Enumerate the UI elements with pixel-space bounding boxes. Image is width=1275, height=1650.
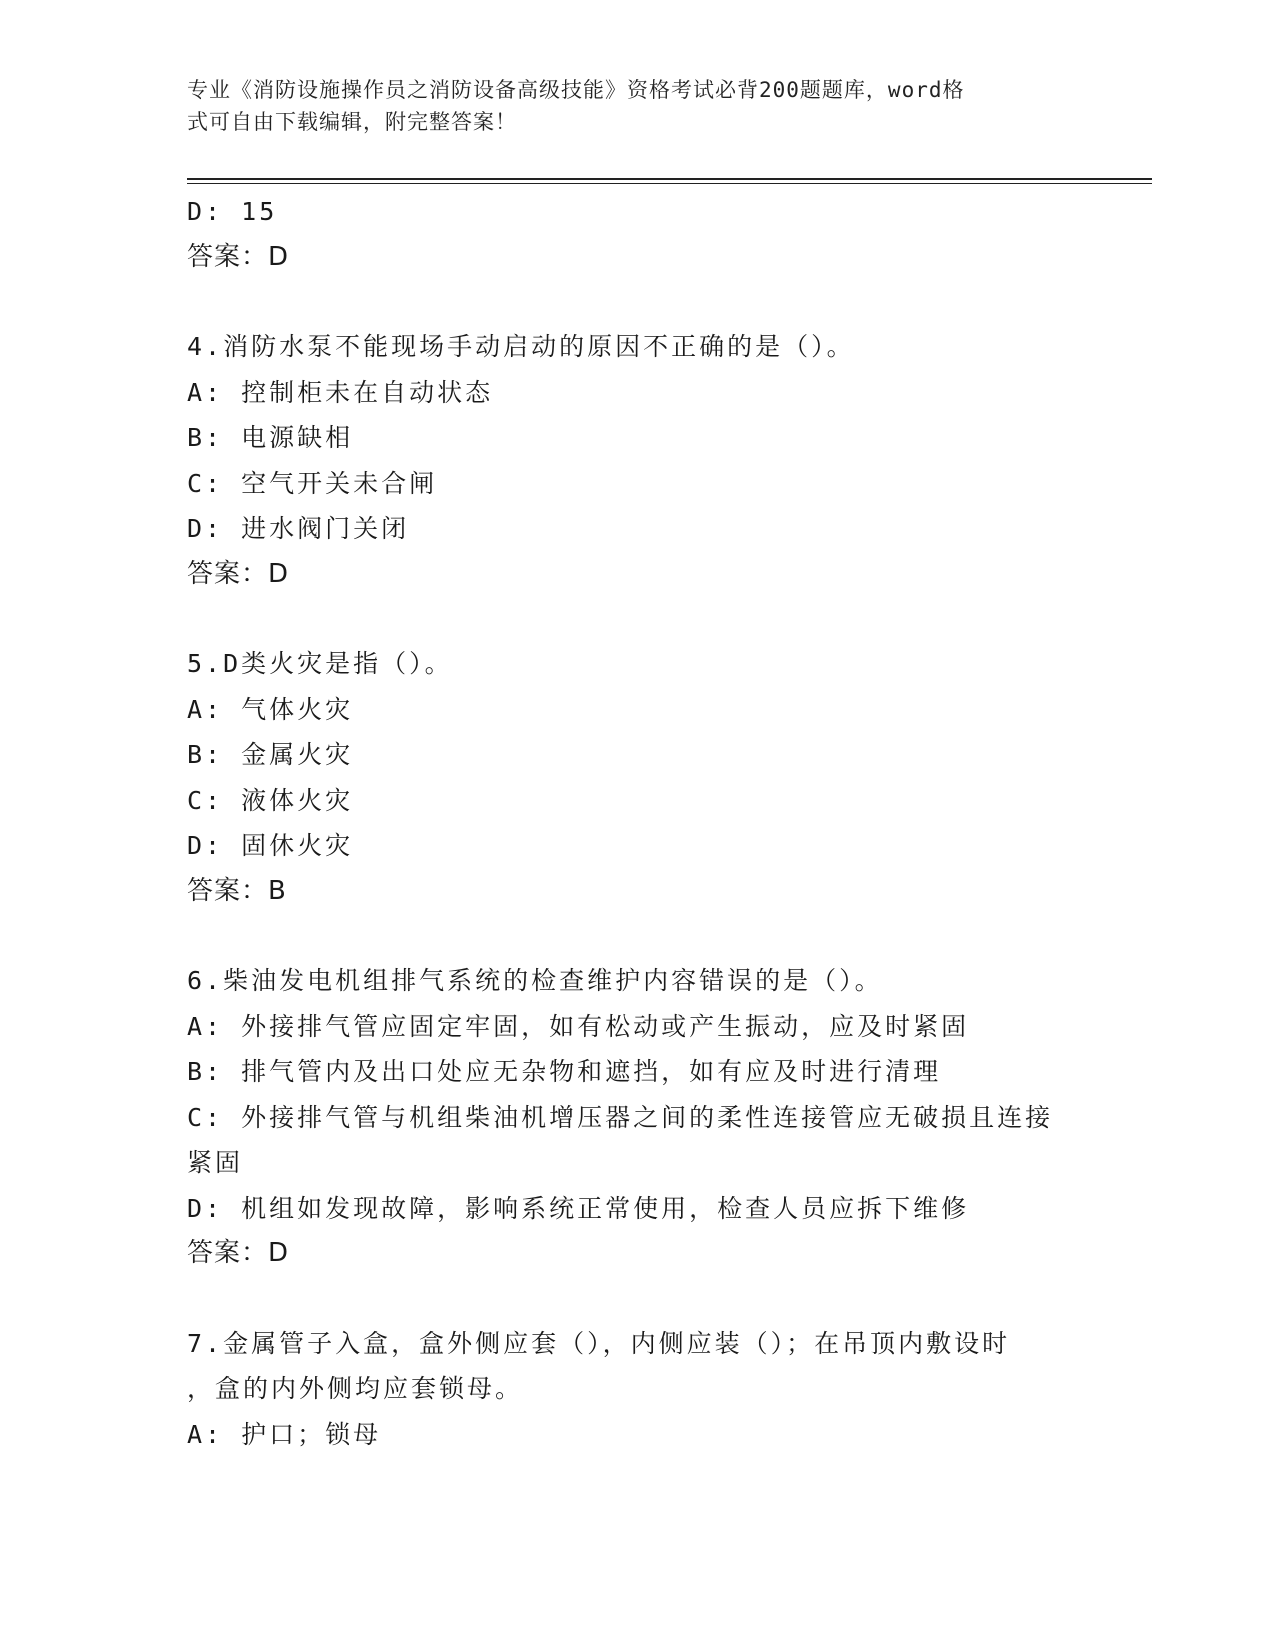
question-7 [187, 1321, 1087, 1458]
answer: 答案：D [187, 1238, 290, 1268]
option-a: A: 护口；锁母 [187, 1419, 382, 1449]
question-5 [187, 641, 1087, 914]
answer: 答案：B [187, 875, 287, 906]
option-d: D: 机组如发现故障，影响系统正常使用，检查人员应拆下维修 [187, 1193, 970, 1223]
option-c: C: 液体火灾 [187, 785, 354, 815]
answer: 答案：D [187, 558, 290, 589]
spacer [187, 914, 1087, 958]
option-d: D: 进水阀门关闭 [187, 514, 410, 543]
option-c-line-1: C: 外接排气管与机组柴油机增压器之间的柔性连接管应无破损且连接 [187, 1102, 1054, 1132]
question-stem: 4.消防水泵不能现场手动启动的原因不正确的是（）。 [187, 332, 855, 361]
answer: 答案：D [187, 241, 290, 272]
spacer [187, 1277, 1087, 1321]
option-d: D: 15 [187, 197, 278, 226]
question-6 [187, 958, 1087, 1277]
question-3-tail [187, 189, 1087, 280]
option-b: B: 电源缺相 [187, 423, 354, 452]
question-stem: 5.D类火灾是指（）。 [187, 649, 453, 678]
header-line-2: 式可自由下载编辑，附完整答案！ [187, 110, 517, 134]
option-c: C: 空气开关未合闸 [187, 468, 438, 498]
question-4 [187, 324, 1087, 597]
option-b: B: 排气管内及出口处应无杂物和遮挡，如有应及时进行清理 [187, 1057, 942, 1086]
question-list [187, 189, 1087, 1457]
header-divider-thick [187, 178, 1152, 180]
question-stem: 6.柴油发电机组排气系统的检查维护内容错误的是（）。 [187, 966, 883, 995]
document-header [187, 74, 1067, 138]
option-a: A: 气体火灾 [187, 694, 354, 724]
option-c-line-2: 紧固 [187, 1148, 244, 1177]
header-divider-thin [187, 183, 1152, 184]
option-a: A: 控制柜未在自动状态 [187, 377, 494, 407]
question-stem-line-1: 7.金属管子入盒，盒外侧应套（），内侧应装（）；在吊顶内敷设时 [187, 1328, 1011, 1358]
spacer [187, 280, 1087, 324]
spacer [187, 597, 1087, 641]
option-a: A: 外接排气管应固定牢固，如有松动或产生振动，应及时紧固 [187, 1011, 970, 1041]
option-d: D: 固休火灾 [187, 831, 354, 860]
question-stem-line-2: ，盒的内外侧均应套锁母。 [187, 1374, 524, 1403]
option-b: B: 金属火灾 [187, 740, 354, 769]
header-line-1: 专业《消防设施操作员之消防设备高级技能》资格考试必背200题题库，word格 [187, 78, 965, 102]
